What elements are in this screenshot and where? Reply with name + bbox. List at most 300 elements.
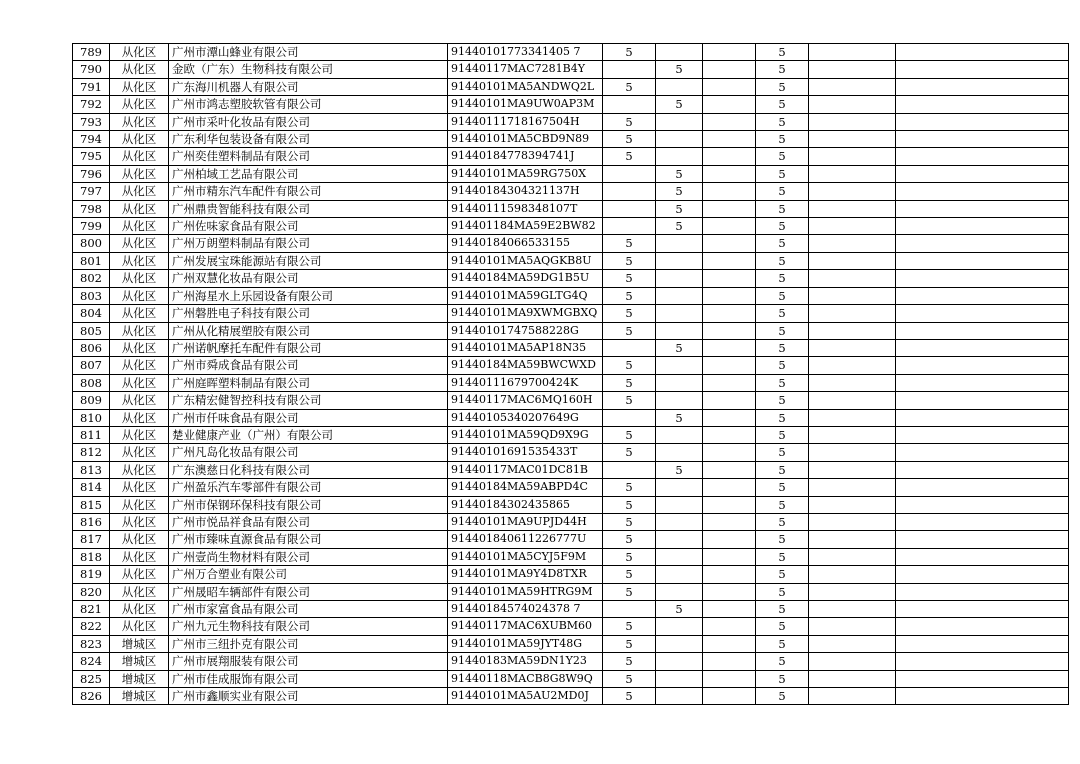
- district-cell: 从化区: [110, 548, 169, 565]
- table-row: [73, 444, 1069, 461]
- credit-code-cell: 91440118MACB8G8W9Q: [448, 670, 603, 687]
- district-cell: 从化区: [110, 374, 169, 391]
- company-name-cell: 广州鼎贵智能科技有限公司: [169, 200, 448, 217]
- table-row: [73, 392, 1069, 409]
- remark-cell: [896, 339, 1069, 356]
- score-a-cell: 5: [603, 392, 656, 409]
- score-c-cell: [703, 513, 756, 530]
- score-d-cell: 5: [756, 113, 809, 130]
- credit-code-cell: 91440117MAC7281B4Y: [448, 61, 603, 78]
- district-cell: 从化区: [110, 183, 169, 200]
- remark-cell: [896, 61, 1069, 78]
- score-a-cell: [603, 339, 656, 356]
- score-c-cell: [703, 200, 756, 217]
- score-c-cell: [703, 78, 756, 95]
- score-b-cell: [656, 357, 703, 374]
- district-cell: 从化区: [110, 409, 169, 426]
- company-name-cell: 楚业健康产业（广州）有限公司: [169, 426, 448, 443]
- table-row: [73, 409, 1069, 426]
- table-row: [73, 583, 1069, 600]
- score-e-cell: [809, 653, 896, 670]
- credit-code-cell: 91440101MA5ANDWQ2L: [448, 78, 603, 95]
- row-number-cell: 818: [73, 548, 110, 565]
- district-cell: 从化区: [110, 287, 169, 304]
- remark-cell: [896, 44, 1069, 61]
- score-a-cell: [603, 601, 656, 618]
- score-a-cell: [603, 183, 656, 200]
- credit-code-cell: 91440101MA59HTRG9M: [448, 583, 603, 600]
- remark-cell: [896, 601, 1069, 618]
- score-d-cell: 5: [756, 183, 809, 200]
- score-a-cell: 5: [603, 496, 656, 513]
- company-name-cell: 广州庭晖塑料制品有限公司: [169, 374, 448, 391]
- remark-cell: [896, 635, 1069, 652]
- credit-code-cell: 91440101MA59QD9X9G: [448, 426, 603, 443]
- score-e-cell: [809, 444, 896, 461]
- score-c-cell: [703, 218, 756, 235]
- score-e-cell: [809, 200, 896, 217]
- table-row: [73, 688, 1069, 705]
- score-c-cell: [703, 496, 756, 513]
- district-cell: 从化区: [110, 601, 169, 618]
- score-a-cell: 5: [603, 653, 656, 670]
- credit-code-cell: 91440184MA59DG1B5U: [448, 270, 603, 287]
- score-c-cell: [703, 339, 756, 356]
- remark-cell: [896, 305, 1069, 322]
- score-c-cell: [703, 635, 756, 652]
- district-cell: 从化区: [110, 148, 169, 165]
- score-e-cell: [809, 148, 896, 165]
- company-name-cell: 广州市佳成服饰有限公司: [169, 670, 448, 687]
- score-b-cell: [656, 252, 703, 269]
- score-e-cell: [809, 61, 896, 78]
- score-d-cell: 5: [756, 392, 809, 409]
- score-c-cell: [703, 392, 756, 409]
- company-name-cell: 广州万合塑业有限公司: [169, 566, 448, 583]
- table-row: [73, 287, 1069, 304]
- company-name-cell: 广州市舜成食品有限公司: [169, 357, 448, 374]
- district-cell: 从化区: [110, 165, 169, 182]
- score-d-cell: 5: [756, 131, 809, 148]
- score-d-cell: 5: [756, 426, 809, 443]
- score-b-cell: [656, 670, 703, 687]
- company-name-cell: 广州从化精展塑胶有限公司: [169, 322, 448, 339]
- company-name-cell: 广东利华包装设备有限公司: [169, 131, 448, 148]
- credit-code-cell: 914401840611226777U: [448, 531, 603, 548]
- table-row: [73, 461, 1069, 478]
- credit-code-cell: 91440117MAC6MQ160H: [448, 392, 603, 409]
- score-c-cell: [703, 444, 756, 461]
- table-row: [73, 165, 1069, 182]
- credit-code-cell: 91440111718167504H: [448, 113, 603, 130]
- district-cell: 从化区: [110, 531, 169, 548]
- credit-code-cell: 91440111679700424K: [448, 374, 603, 391]
- table-row: [73, 61, 1069, 78]
- credit-code-cell: 91440183MA59DN1Y23: [448, 653, 603, 670]
- table-row: [73, 235, 1069, 252]
- company-name-cell: 广州诺帆摩托车配件有限公司: [169, 339, 448, 356]
- credit-code-cell: 91440184MA59ABPD4C: [448, 479, 603, 496]
- score-a-cell: 5: [603, 479, 656, 496]
- district-cell: 从化区: [110, 566, 169, 583]
- table-row: [73, 374, 1069, 391]
- district-cell: 从化区: [110, 78, 169, 95]
- score-c-cell: [703, 183, 756, 200]
- score-c-cell: [703, 618, 756, 635]
- remark-cell: [896, 426, 1069, 443]
- score-e-cell: [809, 218, 896, 235]
- score-d-cell: 5: [756, 44, 809, 61]
- table-row: [73, 78, 1069, 95]
- row-number-cell: 811: [73, 426, 110, 443]
- score-a-cell: 5: [603, 148, 656, 165]
- company-name-cell: 广州市保钢环保科技有限公司: [169, 496, 448, 513]
- table-row: [73, 513, 1069, 530]
- score-a-cell: [603, 61, 656, 78]
- score-a-cell: [603, 461, 656, 478]
- remark-cell: [896, 496, 1069, 513]
- score-d-cell: 5: [756, 409, 809, 426]
- credit-code-cell: 91440101MA9XWMGBXQ: [448, 305, 603, 322]
- credit-code-cell: 91440184066533155: [448, 235, 603, 252]
- table-row: [73, 113, 1069, 130]
- district-cell: 从化区: [110, 61, 169, 78]
- table-row: [73, 131, 1069, 148]
- score-a-cell: 5: [603, 322, 656, 339]
- remark-cell: [896, 583, 1069, 600]
- row-number-cell: 820: [73, 583, 110, 600]
- table-row: [73, 339, 1069, 356]
- remark-cell: [896, 78, 1069, 95]
- score-a-cell: 5: [603, 670, 656, 687]
- row-number-cell: 789: [73, 44, 110, 61]
- remark-cell: [896, 200, 1069, 217]
- remark-cell: [896, 461, 1069, 478]
- score-c-cell: [703, 305, 756, 322]
- score-c-cell: [703, 583, 756, 600]
- row-number-cell: 809: [73, 392, 110, 409]
- score-b-cell: [656, 305, 703, 322]
- remark-cell: [896, 409, 1069, 426]
- table-row: [73, 218, 1069, 235]
- remark-cell: [896, 479, 1069, 496]
- score-b-cell: 5: [656, 200, 703, 217]
- remark-cell: [896, 113, 1069, 130]
- remark-cell: [896, 566, 1069, 583]
- score-e-cell: [809, 235, 896, 252]
- score-a-cell: 5: [603, 513, 656, 530]
- score-c-cell: [703, 165, 756, 182]
- credit-code-cell: 91440101MA5AQGKB8U: [448, 252, 603, 269]
- score-d-cell: 5: [756, 601, 809, 618]
- district-cell: 从化区: [110, 583, 169, 600]
- table-row: [73, 200, 1069, 217]
- table-row: [73, 44, 1069, 61]
- score-d-cell: 5: [756, 339, 809, 356]
- company-name-cell: 广州市仟味食品有限公司: [169, 409, 448, 426]
- score-c-cell: [703, 531, 756, 548]
- score-e-cell: [809, 513, 896, 530]
- score-e-cell: [809, 374, 896, 391]
- company-score-table: [72, 43, 1069, 705]
- score-b-cell: [656, 444, 703, 461]
- score-d-cell: 5: [756, 513, 809, 530]
- district-cell: 从化区: [110, 339, 169, 356]
- score-d-cell: 5: [756, 444, 809, 461]
- score-b-cell: [656, 78, 703, 95]
- score-c-cell: [703, 322, 756, 339]
- score-c-cell: [703, 357, 756, 374]
- score-e-cell: [809, 305, 896, 322]
- company-name-cell: 广州奕佳塑料制品有限公司: [169, 148, 448, 165]
- score-a-cell: 5: [603, 583, 656, 600]
- score-e-cell: [809, 183, 896, 200]
- score-b-cell: [656, 270, 703, 287]
- score-b-cell: [656, 688, 703, 705]
- score-d-cell: 5: [756, 61, 809, 78]
- score-c-cell: [703, 461, 756, 478]
- score-d-cell: 5: [756, 165, 809, 182]
- row-number-cell: 804: [73, 305, 110, 322]
- company-name-cell: 广州凡岛化妆品有限公司: [169, 444, 448, 461]
- row-number-cell: 807: [73, 357, 110, 374]
- table-row: [73, 618, 1069, 635]
- score-e-cell: [809, 252, 896, 269]
- row-number-cell: 806: [73, 339, 110, 356]
- row-number-cell: 816: [73, 513, 110, 530]
- table-body: [73, 44, 1069, 705]
- company-name-cell: 广州市采叶化妆品有限公司: [169, 113, 448, 130]
- score-a-cell: 5: [603, 235, 656, 252]
- score-d-cell: 5: [756, 618, 809, 635]
- score-e-cell: [809, 357, 896, 374]
- district-cell: 从化区: [110, 322, 169, 339]
- credit-code-cell: 91440184778394741J: [448, 148, 603, 165]
- company-name-cell: 广州市鸿志塑胶软管有限公司: [169, 96, 448, 113]
- score-b-cell: [656, 392, 703, 409]
- score-a-cell: [603, 409, 656, 426]
- score-b-cell: [656, 374, 703, 391]
- score-a-cell: 5: [603, 44, 656, 61]
- score-e-cell: [809, 96, 896, 113]
- row-number-cell: 815: [73, 496, 110, 513]
- row-number-cell: 797: [73, 183, 110, 200]
- score-b-cell: [656, 583, 703, 600]
- score-d-cell: 5: [756, 305, 809, 322]
- company-name-cell: 广州晟昭车辆部件有限公司: [169, 583, 448, 600]
- credit-code-cell: 91440101MA59RG750X: [448, 165, 603, 182]
- score-c-cell: [703, 653, 756, 670]
- remark-cell: [896, 374, 1069, 391]
- row-number-cell: 794: [73, 131, 110, 148]
- company-name-cell: 广东精宏健智控科技有限公司: [169, 392, 448, 409]
- score-c-cell: [703, 148, 756, 165]
- score-d-cell: 5: [756, 635, 809, 652]
- row-number-cell: 824: [73, 653, 110, 670]
- company-name-cell: 广州海星水上乐园设备有限公司: [169, 287, 448, 304]
- remark-cell: [896, 165, 1069, 182]
- company-name-cell: 广州市悦品祥食品有限公司: [169, 513, 448, 530]
- score-e-cell: [809, 131, 896, 148]
- district-cell: 从化区: [110, 461, 169, 478]
- company-name-cell: 广州市精东汽车配件有限公司: [169, 183, 448, 200]
- score-d-cell: 5: [756, 531, 809, 548]
- score-e-cell: [809, 670, 896, 687]
- row-number-cell: 823: [73, 635, 110, 652]
- credit-code-cell: 91440101MA5CBD9N89: [448, 131, 603, 148]
- score-c-cell: [703, 131, 756, 148]
- score-e-cell: [809, 479, 896, 496]
- row-number-cell: 799: [73, 218, 110, 235]
- score-a-cell: 5: [603, 252, 656, 269]
- score-b-cell: 5: [656, 339, 703, 356]
- remark-cell: [896, 357, 1069, 374]
- score-d-cell: 5: [756, 583, 809, 600]
- remark-cell: [896, 670, 1069, 687]
- company-name-cell: 广东海川机器人有限公司: [169, 78, 448, 95]
- district-cell: 从化区: [110, 444, 169, 461]
- company-name-cell: 金欧（广东）生物科技有限公司: [169, 61, 448, 78]
- remark-cell: [896, 252, 1069, 269]
- score-d-cell: 5: [756, 218, 809, 235]
- remark-cell: [896, 131, 1069, 148]
- credit-code-cell: 91440101773341405 7: [448, 44, 603, 61]
- remark-cell: [896, 270, 1069, 287]
- row-number-cell: 817: [73, 531, 110, 548]
- score-d-cell: 5: [756, 252, 809, 269]
- score-c-cell: [703, 252, 756, 269]
- score-e-cell: [809, 44, 896, 61]
- district-cell: 从化区: [110, 392, 169, 409]
- score-a-cell: [603, 96, 656, 113]
- score-c-cell: [703, 409, 756, 426]
- table-row: [73, 426, 1069, 443]
- remark-cell: [896, 444, 1069, 461]
- credit-code-cell: 91440117MAC6XUBM60: [448, 618, 603, 635]
- score-a-cell: [603, 200, 656, 217]
- district-cell: 从化区: [110, 131, 169, 148]
- score-b-cell: [656, 548, 703, 565]
- remark-cell: [896, 688, 1069, 705]
- district-cell: 增城区: [110, 688, 169, 705]
- district-cell: 从化区: [110, 200, 169, 217]
- score-e-cell: [809, 113, 896, 130]
- score-c-cell: [703, 548, 756, 565]
- table-row: [73, 479, 1069, 496]
- score-c-cell: [703, 688, 756, 705]
- score-e-cell: [809, 688, 896, 705]
- table-row: [73, 653, 1069, 670]
- score-e-cell: [809, 531, 896, 548]
- district-cell: 从化区: [110, 618, 169, 635]
- score-d-cell: 5: [756, 653, 809, 670]
- score-d-cell: 5: [756, 200, 809, 217]
- score-b-cell: [656, 635, 703, 652]
- score-b-cell: [656, 287, 703, 304]
- remark-cell: [896, 183, 1069, 200]
- company-name-cell: 广州万朗塑料制品有限公司: [169, 235, 448, 252]
- credit-code-cell: 91440101747588228G: [448, 322, 603, 339]
- district-cell: 从化区: [110, 96, 169, 113]
- company-name-cell: 广州市三纽扑克有限公司: [169, 635, 448, 652]
- score-b-cell: [656, 479, 703, 496]
- score-e-cell: [809, 566, 896, 583]
- row-number-cell: 792: [73, 96, 110, 113]
- row-number-cell: 814: [73, 479, 110, 496]
- score-b-cell: [656, 322, 703, 339]
- remark-cell: [896, 653, 1069, 670]
- score-a-cell: 5: [603, 635, 656, 652]
- score-d-cell: 5: [756, 670, 809, 687]
- credit-code-cell: 91440117MAC01DC81B: [448, 461, 603, 478]
- company-name-cell: 广州市臻味直源食品有限公司: [169, 531, 448, 548]
- score-b-cell: [656, 531, 703, 548]
- score-b-cell: [656, 496, 703, 513]
- score-e-cell: [809, 496, 896, 513]
- row-number-cell: 808: [73, 374, 110, 391]
- score-b-cell: [656, 513, 703, 530]
- score-d-cell: 5: [756, 496, 809, 513]
- district-cell: 从化区: [110, 44, 169, 61]
- table-row: [73, 270, 1069, 287]
- credit-code-cell: 91440184302435865: [448, 496, 603, 513]
- score-e-cell: [809, 601, 896, 618]
- score-b-cell: 5: [656, 218, 703, 235]
- credit-code-cell: 91440184574024378 7: [448, 601, 603, 618]
- credit-code-cell: 91440111598348107T: [448, 200, 603, 217]
- score-c-cell: [703, 287, 756, 304]
- company-name-cell: 广州柏域工艺品有限公司: [169, 165, 448, 182]
- table-row: [73, 635, 1069, 652]
- row-number-cell: 795: [73, 148, 110, 165]
- score-e-cell: [809, 461, 896, 478]
- score-c-cell: [703, 601, 756, 618]
- row-number-cell: 798: [73, 200, 110, 217]
- row-number-cell: 810: [73, 409, 110, 426]
- table-row: [73, 183, 1069, 200]
- row-number-cell: 790: [73, 61, 110, 78]
- score-d-cell: 5: [756, 566, 809, 583]
- district-cell: 从化区: [110, 426, 169, 443]
- company-name-cell: 广州磐胜电子科技有限公司: [169, 305, 448, 322]
- district-cell: 从化区: [110, 113, 169, 130]
- score-b-cell: [656, 44, 703, 61]
- credit-code-cell: 91440101MA9Y4D8TXR: [448, 566, 603, 583]
- table-row: [73, 601, 1069, 618]
- row-number-cell: 821: [73, 601, 110, 618]
- score-c-cell: [703, 235, 756, 252]
- table-row: [73, 548, 1069, 565]
- district-cell: 增城区: [110, 635, 169, 652]
- row-number-cell: 793: [73, 113, 110, 130]
- score-a-cell: 5: [603, 618, 656, 635]
- score-b-cell: [656, 653, 703, 670]
- score-b-cell: [656, 113, 703, 130]
- remark-cell: [896, 322, 1069, 339]
- score-d-cell: 5: [756, 357, 809, 374]
- score-e-cell: [809, 548, 896, 565]
- table-row: [73, 670, 1069, 687]
- district-cell: 增城区: [110, 670, 169, 687]
- district-cell: 从化区: [110, 513, 169, 530]
- remark-cell: [896, 392, 1069, 409]
- score-a-cell: 5: [603, 270, 656, 287]
- row-number-cell: 822: [73, 618, 110, 635]
- score-c-cell: [703, 426, 756, 443]
- row-number-cell: 812: [73, 444, 110, 461]
- score-b-cell: 5: [656, 601, 703, 618]
- score-b-cell: [656, 618, 703, 635]
